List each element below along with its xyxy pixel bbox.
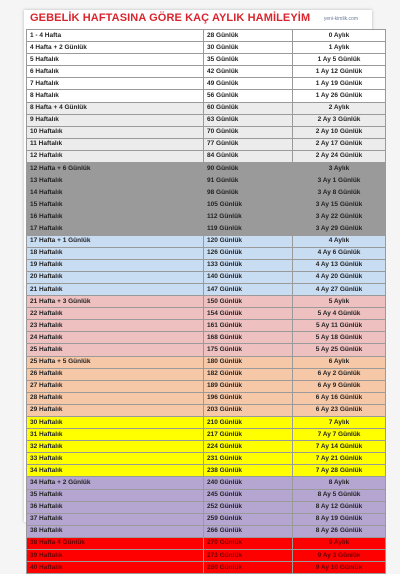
months-cell: 1 Aylık (293, 42, 386, 54)
days-cell: 42 Günlük (204, 66, 293, 78)
week-cell: 25 Hafta + 5 Günlük (27, 356, 204, 368)
week-cell: 24 Haftalık (27, 332, 204, 344)
days-cell: 154 Günlük (204, 308, 293, 320)
table-row (27, 138, 386, 150)
week-cell: 8 Hafta + 4 Günlük (27, 102, 204, 114)
days-cell: 147 Günlük (204, 283, 293, 295)
title-bar (24, 10, 372, 28)
week-cell: 34 Hafta + 2 Günlük (27, 477, 204, 489)
table-row (27, 296, 386, 308)
table-row (27, 332, 386, 344)
months-cell: 5 Ay 18 Günlük (293, 332, 386, 344)
week-cell: 7 Haftalık (27, 78, 204, 90)
months-cell: 3 Ay 1 Günlük (293, 175, 386, 187)
days-cell: 270 Günlük (204, 537, 293, 549)
days-cell: 203 Günlük (204, 404, 293, 416)
week-cell: 13 Haftalık (27, 175, 204, 187)
table-row (27, 42, 386, 54)
months-cell: 4 Ay 27 Günlük (293, 283, 386, 295)
table-row (27, 320, 386, 332)
days-cell: 180 Günlük (204, 356, 293, 368)
days-cell: 240 Günlük (204, 477, 293, 489)
months-cell: 1 Ay 26 Günlük (293, 90, 386, 102)
days-cell: 210 Günlük (204, 417, 293, 429)
table-row (27, 259, 386, 271)
days-cell: 259 Günlük (204, 513, 293, 525)
months-cell: 7 Ay 14 Günlük (293, 441, 386, 453)
months-cell: 5 Ay 25 Günlük (293, 344, 386, 356)
days-cell: 189 Günlük (204, 380, 293, 392)
table-row (27, 199, 386, 211)
table-row (27, 513, 386, 525)
months-cell: 1 Ay 19 Günlük (293, 78, 386, 90)
days-cell: 252 Günlük (204, 501, 293, 513)
days-cell: 217 Günlük (204, 429, 293, 441)
week-cell: 25 Haftalık (27, 344, 204, 356)
table-row (27, 453, 386, 465)
days-cell: 30 Günlük (204, 42, 293, 54)
table-row (27, 247, 386, 259)
months-cell: 8 Ay 5 Günlük (293, 489, 386, 501)
months-cell: 5 Ay 11 Günlük (293, 320, 386, 332)
table-row (27, 66, 386, 78)
months-cell: 6 Ay 2 Günlük (293, 368, 386, 380)
months-cell: 5 Aylık (293, 296, 386, 308)
week-cell: 21 Hafta + 3 Günlük (27, 296, 204, 308)
week-cell: 16 Haftalık (27, 211, 204, 223)
days-cell: 168 Günlük (204, 332, 293, 344)
table-row (27, 90, 386, 102)
months-cell: 2 Aylık (293, 102, 386, 114)
table-row (27, 223, 386, 235)
days-cell: 60 Günlük (204, 102, 293, 114)
days-cell: 238 Günlük (204, 465, 293, 477)
page-title: GEBELİK HAFTASINA GÖRE KAÇ AYLIK HAMİLEYİM (30, 12, 311, 24)
days-cell: 91 Günlük (204, 175, 293, 187)
days-cell: 119 Günlük (204, 223, 293, 235)
days-cell: 98 Günlük (204, 187, 293, 199)
week-cell: 17 Haftalık (27, 223, 204, 235)
months-cell: 2 Ay 17 Günlük (293, 138, 386, 150)
months-cell: 3 Ay 8 Günlük (293, 187, 386, 199)
week-cell: 27 Haftalık (27, 380, 204, 392)
table-row (27, 525, 386, 537)
months-cell: 4 Ay 6 Günlük (293, 247, 386, 259)
months-cell: 6 Ay 16 Günlük (293, 392, 386, 404)
week-cell: 38 Haftalık (27, 525, 204, 537)
months-cell: 1 Ay 12 Günlük (293, 66, 386, 78)
days-cell: 90 Günlük (204, 163, 293, 175)
days-cell: 273 Günlük (204, 550, 293, 562)
days-cell: 77 Günlük (204, 138, 293, 150)
week-cell: 30 Haftalık (27, 417, 204, 429)
months-cell: 0 Aylık (293, 30, 386, 42)
days-cell: 105 Günlük (204, 199, 293, 211)
months-cell: 4 Ay 13 Günlük (293, 259, 386, 271)
week-cell: 19 Haftalık (27, 259, 204, 271)
days-cell: 120 Günlük (204, 235, 293, 247)
months-cell: 4 Aylık (293, 235, 386, 247)
days-cell: 28 Günlük (204, 30, 293, 42)
week-cell: 4 Hafta + 2 Günlük (27, 42, 204, 54)
table-row (27, 392, 386, 404)
table-row (27, 283, 386, 295)
week-cell: 23 Haftalık (27, 320, 204, 332)
days-cell: 175 Günlük (204, 344, 293, 356)
months-cell: 3 Ay 22 Günlük (293, 211, 386, 223)
week-cell: 39 Haftalık (27, 550, 204, 562)
days-cell: 150 Günlük (204, 296, 293, 308)
months-cell: 1 Ay 5 Günlük (293, 54, 386, 66)
months-cell: 6 Aylık (293, 356, 386, 368)
week-cell: 33 Haftalık (27, 453, 204, 465)
days-cell: 126 Günlük (204, 247, 293, 259)
table-row (27, 465, 386, 477)
table-row (27, 477, 386, 489)
table-row (27, 429, 386, 441)
week-cell: 8 Haftalık (27, 90, 204, 102)
week-cell: 29 Haftalık (27, 404, 204, 416)
week-cell: 17 Hafta + 1 Günlük (27, 235, 204, 247)
months-cell: 7 Ay 7 Günlük (293, 429, 386, 441)
days-cell: 196 Günlük (204, 392, 293, 404)
week-cell: 6 Haftalık (27, 66, 204, 78)
table-row (27, 489, 386, 501)
table-row (27, 404, 386, 416)
table-row (27, 78, 386, 90)
table-row (27, 102, 386, 114)
week-cell: 12 Haftalık (27, 150, 204, 162)
table-row (27, 356, 386, 368)
months-cell: 9 Ay 10 Günlük (293, 562, 386, 574)
table-row (27, 114, 386, 126)
table-row (27, 417, 386, 429)
days-cell: 56 Günlük (204, 90, 293, 102)
site-watermark: yeni-kimlik.com (323, 16, 358, 22)
days-cell: 224 Günlük (204, 441, 293, 453)
table-row (27, 54, 386, 66)
days-cell: 231 Günlük (204, 453, 293, 465)
week-cell: 10 Haftalık (27, 126, 204, 138)
table-row (27, 380, 386, 392)
months-cell: 8 Aylık (293, 477, 386, 489)
week-cell: 5 Haftalık (27, 54, 204, 66)
week-cell: 9 Haftalık (27, 114, 204, 126)
table-row (27, 550, 386, 562)
table-row (27, 308, 386, 320)
week-cell: 1 - 4 Hafta (27, 30, 204, 42)
days-cell: 161 Günlük (204, 320, 293, 332)
days-cell: 140 Günlük (204, 271, 293, 283)
table-row (27, 211, 386, 223)
days-cell: 266 Günlük (204, 525, 293, 537)
months-cell: 6 Ay 9 Günlük (293, 380, 386, 392)
months-cell: 9 Aylık (293, 537, 386, 549)
table-row (27, 441, 386, 453)
table-row (27, 163, 386, 175)
table-row (27, 30, 386, 42)
week-cell: 35 Haftalık (27, 489, 204, 501)
week-cell: 34 Haftalık (27, 465, 204, 477)
table-row (27, 344, 386, 356)
week-cell: 31 Haftalık (27, 429, 204, 441)
months-cell: 4 Ay 20 Günlük (293, 271, 386, 283)
table-row (27, 175, 386, 187)
table-row (27, 150, 386, 162)
days-cell: 35 Günlük (204, 54, 293, 66)
days-cell: 84 Günlük (204, 150, 293, 162)
week-cell: 11 Haftalık (27, 138, 204, 150)
months-cell: 5 Ay 4 Günlük (293, 308, 386, 320)
months-cell: 7 Aylık (293, 417, 386, 429)
days-cell: 245 Günlük (204, 489, 293, 501)
week-cell: 26 Haftalık (27, 368, 204, 380)
months-cell: 7 Ay 28 Günlük (293, 465, 386, 477)
week-cell: 14 Haftalık (27, 187, 204, 199)
months-cell: 6 Ay 23 Günlük (293, 404, 386, 416)
week-cell: 18 Haftalık (27, 247, 204, 259)
table-row (27, 235, 386, 247)
months-cell: 2 Ay 3 Günlük (293, 114, 386, 126)
table-row (27, 271, 386, 283)
week-cell: 21 Haftalık (27, 283, 204, 295)
days-cell: 280 Günlük (204, 562, 293, 574)
week-cell: 12 Hafta + 6 Günlük (27, 163, 204, 175)
week-cell: 32 Haftalık (27, 441, 204, 453)
conversion-table (26, 29, 386, 574)
table-body (27, 30, 386, 574)
months-cell: 8 Ay 12 Günlük (293, 501, 386, 513)
week-cell: 38 Hafta 4 Günlük (27, 537, 204, 549)
table-row (27, 562, 386, 574)
table-row (27, 187, 386, 199)
table-row (27, 501, 386, 513)
days-cell: 133 Günlük (204, 259, 293, 271)
week-cell: 20 Haftalık (27, 271, 204, 283)
months-cell: 2 Ay 24 Günlük (293, 150, 386, 162)
days-cell: 63 Günlük (204, 114, 293, 126)
week-cell: 28 Haftalık (27, 392, 204, 404)
table-row (27, 126, 386, 138)
months-cell: 8 Ay 19 Günlük (293, 513, 386, 525)
days-cell: 112 Günlük (204, 211, 293, 223)
months-cell: 3 Ay 15 Günlük (293, 199, 386, 211)
week-cell: 22 Haftalık (27, 308, 204, 320)
days-cell: 70 Günlük (204, 126, 293, 138)
days-cell: 49 Günlük (204, 78, 293, 90)
week-cell: 15 Haftalık (27, 199, 204, 211)
months-cell: 7 Ay 21 Günlük (293, 453, 386, 465)
months-cell: 8 Ay 26 Günlük (293, 525, 386, 537)
week-cell: 37 Haftalık (27, 513, 204, 525)
week-cell: 36 Haftalık (27, 501, 204, 513)
months-cell: 9 Ay 3 Günlük (293, 550, 386, 562)
days-cell: 182 Günlük (204, 368, 293, 380)
table-row (27, 368, 386, 380)
week-cell: 40 Haftalık (27, 562, 204, 574)
pregnancy-week-table-sheet (24, 10, 372, 571)
months-cell: 2 Ay 10 Günlük (293, 126, 386, 138)
months-cell: 3 Aylık (293, 163, 386, 175)
months-cell: 3 Ay 29 Günlük (293, 223, 386, 235)
table-row (27, 537, 386, 549)
